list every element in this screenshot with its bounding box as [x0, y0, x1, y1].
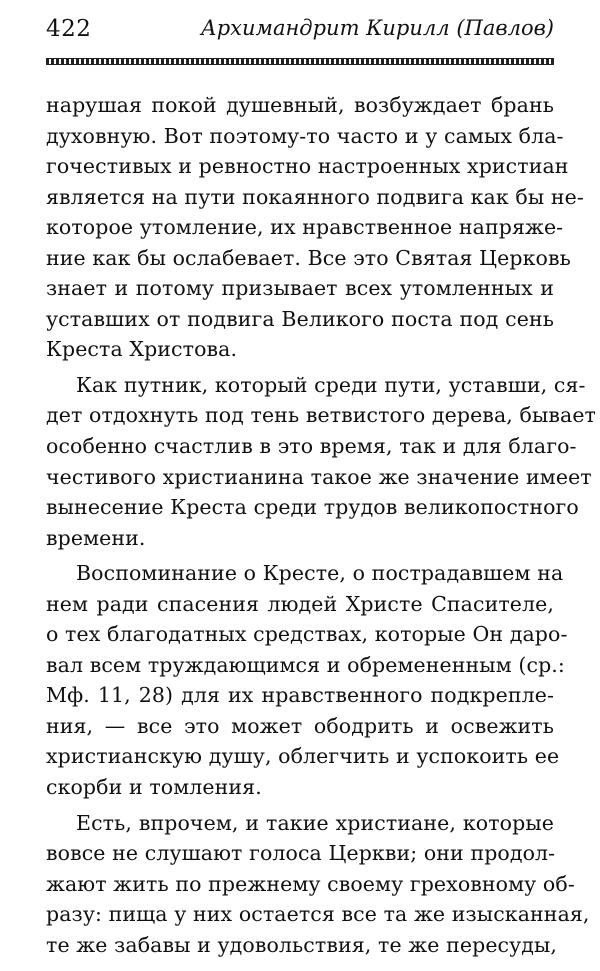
text-line: нем ради спасения людей Христе Спасителе, — [46, 591, 554, 616]
paragraph — [46, 808, 590, 961]
text-line: Мф. 11, 28) для их нравственного подкрепле- — [46, 683, 554, 708]
paragraph — [46, 90, 584, 365]
text-line: гочестивых и ревностно настроенных христиан — [46, 154, 569, 179]
body-text — [46, 90, 597, 960]
text-line: ние как бы ослабевает. Все это Святая Церковь — [46, 245, 571, 270]
text-line: о тех благодатных средствах, которые Он даро- — [46, 622, 568, 647]
text-line: уставших от подвига Великого поста под сень — [46, 306, 554, 331]
text-line: христианскую душу, облегчить и успокоить ее — [46, 744, 560, 769]
text-line: разу: пища у них остается все та же изысканная, — [46, 902, 590, 927]
paragraph — [46, 370, 597, 553]
page-number: 422 — [46, 16, 92, 42]
text-line: скорби и томления. — [46, 775, 262, 800]
running-title: Архимандрит Кирилл (Павлов) — [200, 16, 554, 40]
text-line: Воспоминание о Кресте, о пострадавшем на — [76, 561, 564, 586]
text-line: Как путник, который среди пути, уставши, ся- — [76, 372, 586, 397]
text-line: духовную. Вот поэтому-то часто и у самых бла- — [46, 123, 564, 148]
paragraph — [46, 558, 568, 802]
text-line: вал всем труждающимся и обремененным (ср.: — [46, 652, 565, 677]
text-line: Есть, впрочем, и такие христиане, которые — [76, 810, 554, 835]
text-line: особенно счастлив в это время, так и для благо- — [46, 434, 577, 459]
text-line: нарушая покой душевный, возбуждает брань — [46, 93, 554, 117]
text-line: является на пути покаянного подвига как бы не- — [46, 184, 584, 209]
text-line: жают жить по прежнему своему греховному об- — [46, 871, 575, 896]
text-line: вынесение Креста среди трудов великопостного — [46, 495, 579, 520]
header-rule — [46, 58, 554, 65]
text-line: знает и потому призывает всех утомленных и — [46, 276, 554, 301]
text-line: времени. — [46, 525, 146, 550]
text-line: вовсе не слушают голоса Церкви; они продол- — [46, 841, 556, 866]
text-line: ния, — все это может ободрить и освежить — [46, 713, 554, 738]
text-line: честивого христианина такое же значение имеет — [46, 464, 592, 489]
text-line: те же забавы и удовольствия, те же пересуды, — [46, 932, 558, 957]
page-header — [46, 14, 554, 48]
text-line: дет отдохнуть под тень ветвистого дерева, бывает — [46, 403, 597, 428]
text-line: которое утомление, их нравственное напряже- — [46, 215, 564, 240]
text-line: Креста Христова. — [46, 337, 238, 362]
